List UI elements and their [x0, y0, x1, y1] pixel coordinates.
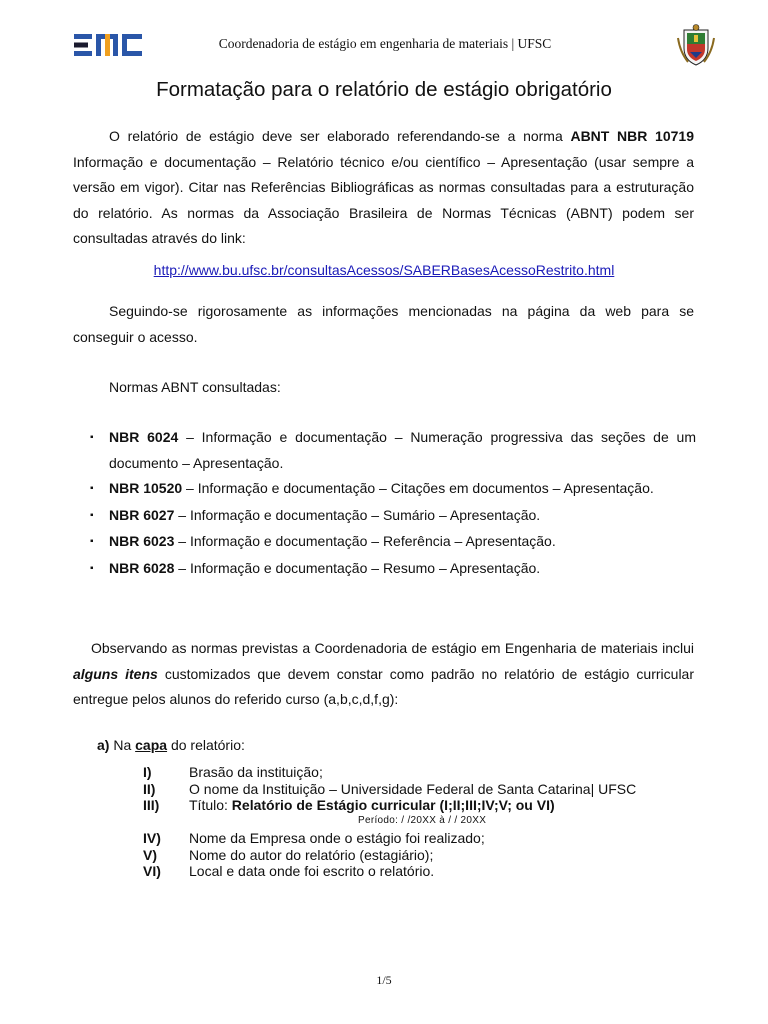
- item-number: I): [143, 764, 152, 780]
- section-a-pre: Na: [109, 737, 136, 753]
- ufsc-crest-icon: [676, 24, 716, 66]
- item-text: Local e data onde foi escrito o relatório.: [189, 863, 435, 879]
- item-text: O nome da Instituição – Universidade Federal de Santa Catarina| UFSC: [189, 780, 637, 797]
- item-number: V): [143, 846, 157, 863]
- norms-heading: Normas ABNT consultadas:: [109, 379, 281, 395]
- item-text: Nome do autor do relatório (estagiário);: [189, 846, 434, 863]
- periodo-line: Período: / /20XX à / / 20XX: [358, 815, 487, 826]
- list-item: [143, 764, 636, 781]
- list-item: [143, 830, 636, 847]
- list-item: [90, 556, 696, 582]
- bullet-icon: ▪: [90, 536, 94, 547]
- item-text: Brasão da instituição;: [189, 764, 323, 780]
- page-header: [0, 0, 768, 75]
- list-item: [143, 847, 636, 864]
- item-title-prefix: Título:: [189, 797, 232, 813]
- custom-items-emphasis: alguns itens: [73, 665, 158, 682]
- bullet-icon: ▪: [90, 483, 94, 494]
- bullet-icon: ▪: [90, 562, 94, 574]
- norm-desc: – Informação e documentação – Citações em documentos – Apresentação.: [182, 480, 654, 496]
- intro-text-b: Informação e documentação – Relatório técnico e/ou científico – Apresentação (usar sempre a versão em vigor). Citar nas Referências Bibliográficas as normas consultadas para a estruturação do relatório. As normas da Associação Brasileira de Normas Técnicas (ABNT) podem ser consultadas através do link:: [73, 153, 694, 246]
- access-paragraph: Seguindo-se rigorosamente as informações mencionadas na página da web para se conseguir o acesso.: [73, 303, 694, 345]
- item-title-bold: Relatório de Estágio curricular (I;II;III;IV;V; ou VI): [231, 797, 555, 813]
- header-title: Coordenadoria de estágio em engenharia de materiais | UFSC: [218, 36, 552, 51]
- item-number: VI): [143, 863, 161, 879]
- norm-desc: – Informação e documentação – Sumário – Apresentação.: [174, 506, 541, 523]
- item-number: II): [143, 780, 156, 797]
- list-item: [143, 797, 636, 814]
- emc-logo: [74, 34, 142, 56]
- link-wrapper: [0, 262, 768, 278]
- list-item: [90, 476, 696, 502]
- norm-code: NBR 6027: [109, 506, 175, 523]
- norm-code: NBR 6024: [109, 429, 179, 445]
- page-title: Formatação para o relatório de estágio obrigatório: [156, 78, 612, 101]
- custom-text-a: Observando as normas previstas a Coordenadoria de estágio em Engenharia de materiais inclui: [91, 640, 694, 656]
- norm-code: NBR 10520: [109, 480, 183, 496]
- list-item: [143, 863, 636, 880]
- list-item: [143, 781, 636, 798]
- norm-code: NBR 6023: [109, 533, 175, 549]
- norm-desc: – Informação e documentação – Numeração progressiva das seções de um documento – Apresentação.: [109, 429, 696, 471]
- item-text: [189, 797, 555, 814]
- bullet-icon: ▪: [90, 432, 94, 443]
- page-number: 1/5: [376, 973, 392, 987]
- item-text: Nome da Empresa onde o estágio foi realizado;: [189, 830, 485, 846]
- intro-paragraph: [73, 124, 694, 252]
- custom-text-b: customizados que devem constar como padrão no relatório de estágio curricular entregue pelos alunos do referido curso (a,b,c,d,f,g):: [73, 665, 695, 707]
- abnt-access-link[interactable]: http://www.bu.ufsc.br/consultasAcessos/SABERBasesAcessoRestrito.html: [153, 262, 615, 278]
- section-a-capa: capa: [135, 737, 168, 753]
- item-number: III): [143, 797, 160, 813]
- intro-text-a: O relatório de estágio deve ser elaborado referendando-se a norma: [109, 128, 571, 144]
- norm-code: NBR 6028: [109, 559, 175, 576]
- section-a-post: do relatório:: [167, 737, 245, 753]
- item-number: IV): [143, 830, 161, 846]
- section-a-heading: [97, 737, 245, 753]
- custom-items-paragraph: [73, 636, 694, 713]
- norms-list: [90, 425, 696, 581]
- bullet-icon: ▪: [90, 509, 94, 521]
- section-a-label: a): [97, 737, 110, 753]
- list-item: [90, 529, 696, 555]
- norm-desc: – Informação e documentação – Referência – Apresentação.: [174, 533, 556, 549]
- intro-norm-bold: ABNT NBR 10719: [570, 128, 694, 144]
- list-item: [90, 425, 696, 476]
- list-item: [90, 503, 696, 529]
- norm-desc: – Informação e documentação – Resumo – Apresentação.: [174, 559, 541, 576]
